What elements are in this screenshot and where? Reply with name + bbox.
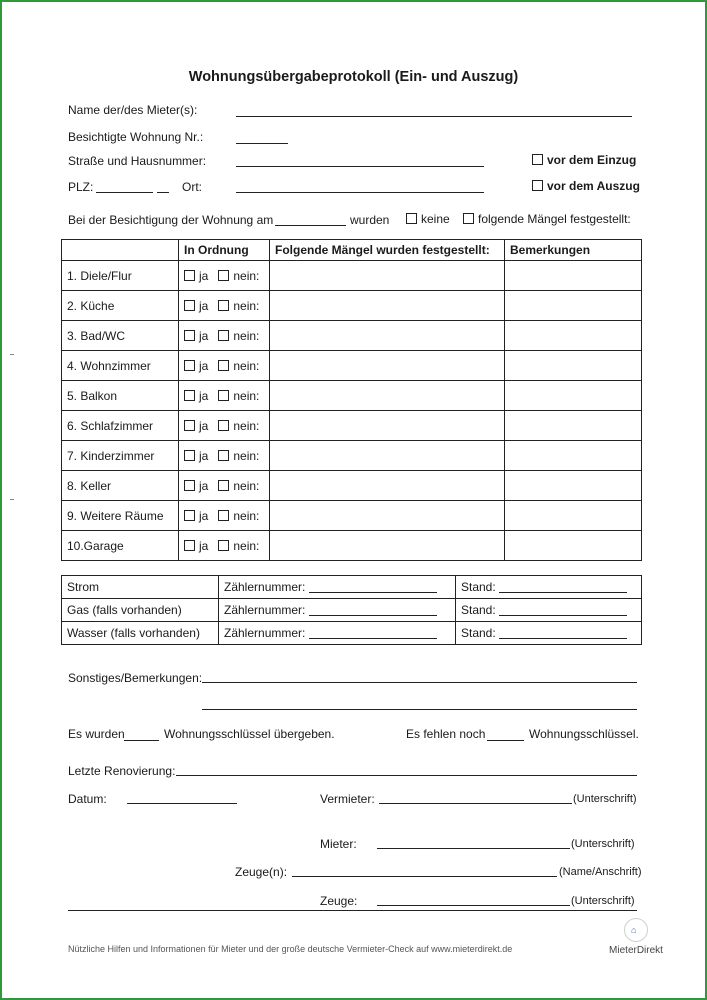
no-label: nein: xyxy=(233,448,260,463)
remarks-field[interactable] xyxy=(202,682,637,683)
defects-cell[interactable] xyxy=(270,441,505,471)
tenant-name-field[interactable] xyxy=(236,116,632,117)
checkbox-before-moveout[interactable] xyxy=(532,179,640,193)
table-row xyxy=(62,261,642,291)
remarks-cell[interactable] xyxy=(505,501,642,531)
checkbox-icon[interactable] xyxy=(184,270,195,281)
plz-field-extra[interactable] xyxy=(157,192,169,193)
remarks-cell[interactable] xyxy=(505,351,642,381)
checkbox-icon[interactable] xyxy=(218,270,229,281)
keys-handed-suffix: Wohnungsschlüssel übergeben. xyxy=(164,727,335,741)
checkbox-icon[interactable] xyxy=(406,213,417,224)
meter-number-label: Zählernummer: xyxy=(224,603,306,617)
defects-cell[interactable] xyxy=(270,291,505,321)
ok-cell xyxy=(179,411,270,441)
checkbox-icon[interactable] xyxy=(184,330,195,341)
table-row xyxy=(62,441,642,471)
no-label: nein: xyxy=(233,358,260,373)
meter-table xyxy=(61,575,642,645)
meter-stand-cell xyxy=(456,576,642,599)
ok-cell xyxy=(179,321,270,351)
ok-cell xyxy=(179,441,270,471)
checkbox-icon[interactable] xyxy=(184,300,195,311)
checkbox-no-defects[interactable] xyxy=(406,212,450,226)
ok-cell xyxy=(179,261,270,291)
table-row xyxy=(62,411,642,441)
witness-signature-note: (Unterschrift) xyxy=(571,895,635,907)
checkbox-icon[interactable] xyxy=(184,390,195,401)
house-logo-icon: ⌂ xyxy=(624,918,648,942)
checkbox-icon[interactable] xyxy=(463,213,474,224)
room-name: 4. Wohnzimmer xyxy=(62,351,179,381)
ort-field[interactable] xyxy=(236,192,484,193)
remarks-cell[interactable] xyxy=(505,411,642,441)
room-name: 7. Kinderzimmer xyxy=(62,441,179,471)
checkbox-icon[interactable] xyxy=(184,420,195,431)
plz-field[interactable] xyxy=(96,192,153,193)
yes-label: ja xyxy=(199,268,209,283)
table-header-ok: In Ordnung xyxy=(179,240,270,261)
yes-label: ja xyxy=(199,538,209,553)
remarks-cell[interactable] xyxy=(505,471,642,501)
keys-handed-prefix: Es wurden xyxy=(68,727,125,741)
no-label: nein: xyxy=(233,508,260,523)
defects-cell[interactable] xyxy=(270,471,505,501)
meter-number-cell xyxy=(219,576,456,599)
table-header-remarks: Bemerkungen xyxy=(505,240,642,261)
remarks-field-2[interactable] xyxy=(202,709,637,710)
inspection-prefix: Bei der Besichtigung der Wohnung am xyxy=(68,213,274,227)
yes-label: ja xyxy=(199,328,209,343)
remarks-label: Sonstiges/Bemerkungen: xyxy=(68,671,203,685)
defects-cell[interactable] xyxy=(270,411,505,441)
landlord-signature-field[interactable] xyxy=(379,803,572,804)
table-row xyxy=(62,321,642,351)
landlord-signature-note: (Unterschrift) xyxy=(573,793,637,805)
yes-label: ja xyxy=(199,448,209,463)
checkbox-icon[interactable] xyxy=(184,480,195,491)
meter-number-label: Zählernummer: xyxy=(224,626,306,640)
yes-label: ja xyxy=(199,508,209,523)
room-name: 9. Weitere Räume xyxy=(62,501,179,531)
table-row xyxy=(62,471,642,501)
witnesses-name-field[interactable] xyxy=(292,876,557,877)
meter-row xyxy=(62,599,642,622)
defects-label: folgende Mängel festgestellt: xyxy=(478,212,631,226)
remarks-cell[interactable] xyxy=(505,291,642,321)
checkbox-icon[interactable] xyxy=(532,180,543,191)
meter-type: Gas (falls vorhanden) xyxy=(62,599,219,622)
date-label: Datum: xyxy=(68,792,107,806)
mieterdirekt-logo xyxy=(608,918,664,956)
no-label: nein: xyxy=(233,478,260,493)
no-label: nein: xyxy=(233,418,260,433)
ort-label: Ort: xyxy=(182,180,202,194)
no-label: nein: xyxy=(233,298,260,313)
meter-number-label: Zählernummer: xyxy=(224,580,306,594)
street-label: Straße und Hausnummer: xyxy=(68,154,207,168)
yes-label: ja xyxy=(199,478,209,493)
form-title: Wohnungsübergabeprotokoll (Ein- und Auszug) xyxy=(188,69,519,85)
meter-stand-cell xyxy=(456,622,642,645)
before-movein-label: vor dem Einzug xyxy=(547,153,637,167)
meter-stand-field[interactable] xyxy=(499,605,627,616)
remarks-cell[interactable] xyxy=(505,381,642,411)
table-row xyxy=(62,291,642,321)
defects-cell[interactable] xyxy=(270,261,505,291)
tenant-signature-field[interactable] xyxy=(377,848,570,849)
witnesses-label: Zeuge(n): xyxy=(235,865,288,879)
meter-stand-label: Stand: xyxy=(461,603,496,617)
tenant-signature-note: (Unterschrift) xyxy=(571,838,635,850)
meter-stand-cell xyxy=(456,599,642,622)
checkbox-icon[interactable] xyxy=(532,154,543,165)
keys-missing-suffix: Wohnungsschlüssel. xyxy=(529,727,639,741)
ok-cell xyxy=(179,351,270,381)
remarks-cell[interactable] xyxy=(505,261,642,291)
meter-number-field[interactable] xyxy=(309,628,437,639)
checkbox-icon[interactable] xyxy=(184,540,195,551)
apartment-number-label: Besichtigte Wohnung Nr.: xyxy=(68,130,204,144)
checkbox-icon[interactable] xyxy=(184,510,195,521)
room-name: 10.Garage xyxy=(62,531,179,561)
checkbox-before-movein[interactable] xyxy=(532,153,636,167)
meter-stand-field[interactable] xyxy=(499,628,627,639)
checkbox-icon[interactable] xyxy=(218,390,229,401)
defects-cell[interactable] xyxy=(270,531,505,561)
inspection-mid: wurden xyxy=(350,213,390,227)
ok-cell xyxy=(179,531,270,561)
no-label: nein: xyxy=(233,388,260,403)
checkbox-defects[interactable] xyxy=(463,212,631,226)
defects-cell[interactable] xyxy=(270,321,505,351)
checkbox-icon[interactable] xyxy=(218,450,229,461)
yes-label: ja xyxy=(199,388,209,403)
room-name: 1. Diele/Flur xyxy=(62,261,179,291)
table-header-defects: Folgende Mängel wurden festgestellt: xyxy=(270,240,505,261)
checkbox-icon[interactable] xyxy=(218,360,229,371)
plz-label: PLZ: xyxy=(68,180,94,194)
remarks-cell[interactable] xyxy=(505,531,642,561)
no-label: nein: xyxy=(233,268,260,283)
table-header-row xyxy=(62,240,642,261)
room-name: 2. Küche xyxy=(62,291,179,321)
ok-cell xyxy=(179,381,270,411)
tenant-label: Mieter: xyxy=(320,837,357,851)
no-defects-label: keine xyxy=(421,212,450,226)
room-name: 3. Bad/WC xyxy=(62,321,179,351)
checkbox-icon[interactable] xyxy=(218,330,229,341)
meter-type: Wasser (falls vorhanden) xyxy=(62,622,219,645)
witnesses-name-note: (Name/Anschrift) xyxy=(559,866,642,878)
witness-label: Zeuge: xyxy=(320,894,358,908)
witness-signature-field[interactable] xyxy=(377,905,570,906)
room-name: 8. Keller xyxy=(62,471,179,501)
table-row xyxy=(62,351,642,381)
before-moveout-label: vor dem Auszug xyxy=(547,179,640,193)
footer-text: Nützliche Hilfen und Informationen für Mieter und der große deutsche Vermieter-Check auf www.mieterdirekt.de xyxy=(68,944,513,954)
meter-stand-label: Stand: xyxy=(461,580,496,594)
logo-text: MieterDirekt xyxy=(609,945,663,956)
defects-cell[interactable] xyxy=(270,381,505,411)
meter-stand-field[interactable] xyxy=(499,582,627,593)
keys-handed-count-field[interactable] xyxy=(124,740,159,741)
meter-stand-label: Stand: xyxy=(461,626,496,640)
apartment-number-field[interactable] xyxy=(236,143,288,144)
margin-mark xyxy=(10,499,14,500)
meter-type: Strom xyxy=(62,576,219,599)
meter-number-field[interactable] xyxy=(309,582,437,593)
checkbox-icon[interactable] xyxy=(218,540,229,551)
remarks-cell[interactable] xyxy=(505,321,642,351)
renovation-label: Letzte Renovierung: xyxy=(68,764,176,778)
keys-missing-count-field[interactable] xyxy=(487,740,524,741)
yes-label: ja xyxy=(199,418,209,433)
defects-cell[interactable] xyxy=(270,351,505,381)
checkbox-icon[interactable] xyxy=(218,420,229,431)
margin-mark xyxy=(10,354,14,355)
landlord-label: Vermieter: xyxy=(320,792,375,806)
room-name: 5. Balkon xyxy=(62,381,179,411)
no-label: nein: xyxy=(233,328,260,343)
yes-label: ja xyxy=(199,358,209,373)
keys-missing-prefix: Es fehlen noch xyxy=(406,727,486,741)
room-name: 6. Schlafzimmer xyxy=(62,411,179,441)
date-field[interactable] xyxy=(127,803,237,804)
remarks-cell[interactable] xyxy=(505,441,642,471)
yes-label: ja xyxy=(199,298,209,313)
street-field[interactable] xyxy=(236,166,484,167)
ok-cell xyxy=(179,501,270,531)
table-row xyxy=(62,501,642,531)
meter-number-field[interactable] xyxy=(309,605,437,616)
checkbox-icon[interactable] xyxy=(218,300,229,311)
no-label: nein: xyxy=(233,538,260,553)
checkbox-icon[interactable] xyxy=(218,510,229,521)
table-row xyxy=(62,531,642,561)
defects-cell[interactable] xyxy=(270,501,505,531)
room-inspection-table xyxy=(61,239,642,561)
meter-number-cell xyxy=(219,599,456,622)
meter-row xyxy=(62,622,642,645)
ok-cell xyxy=(179,291,270,321)
footer-divider xyxy=(68,910,637,911)
renovation-field[interactable] xyxy=(176,775,637,776)
meter-number-cell xyxy=(219,622,456,645)
tenant-name-label: Name der/des Mieter(s): xyxy=(68,103,198,117)
inspection-date-field[interactable] xyxy=(275,225,346,226)
ok-cell xyxy=(179,471,270,501)
table-header-room xyxy=(62,240,179,261)
checkbox-icon[interactable] xyxy=(184,360,195,371)
checkbox-icon[interactable] xyxy=(184,450,195,461)
meter-row xyxy=(62,576,642,599)
checkbox-icon[interactable] xyxy=(218,480,229,491)
table-row xyxy=(62,381,642,411)
